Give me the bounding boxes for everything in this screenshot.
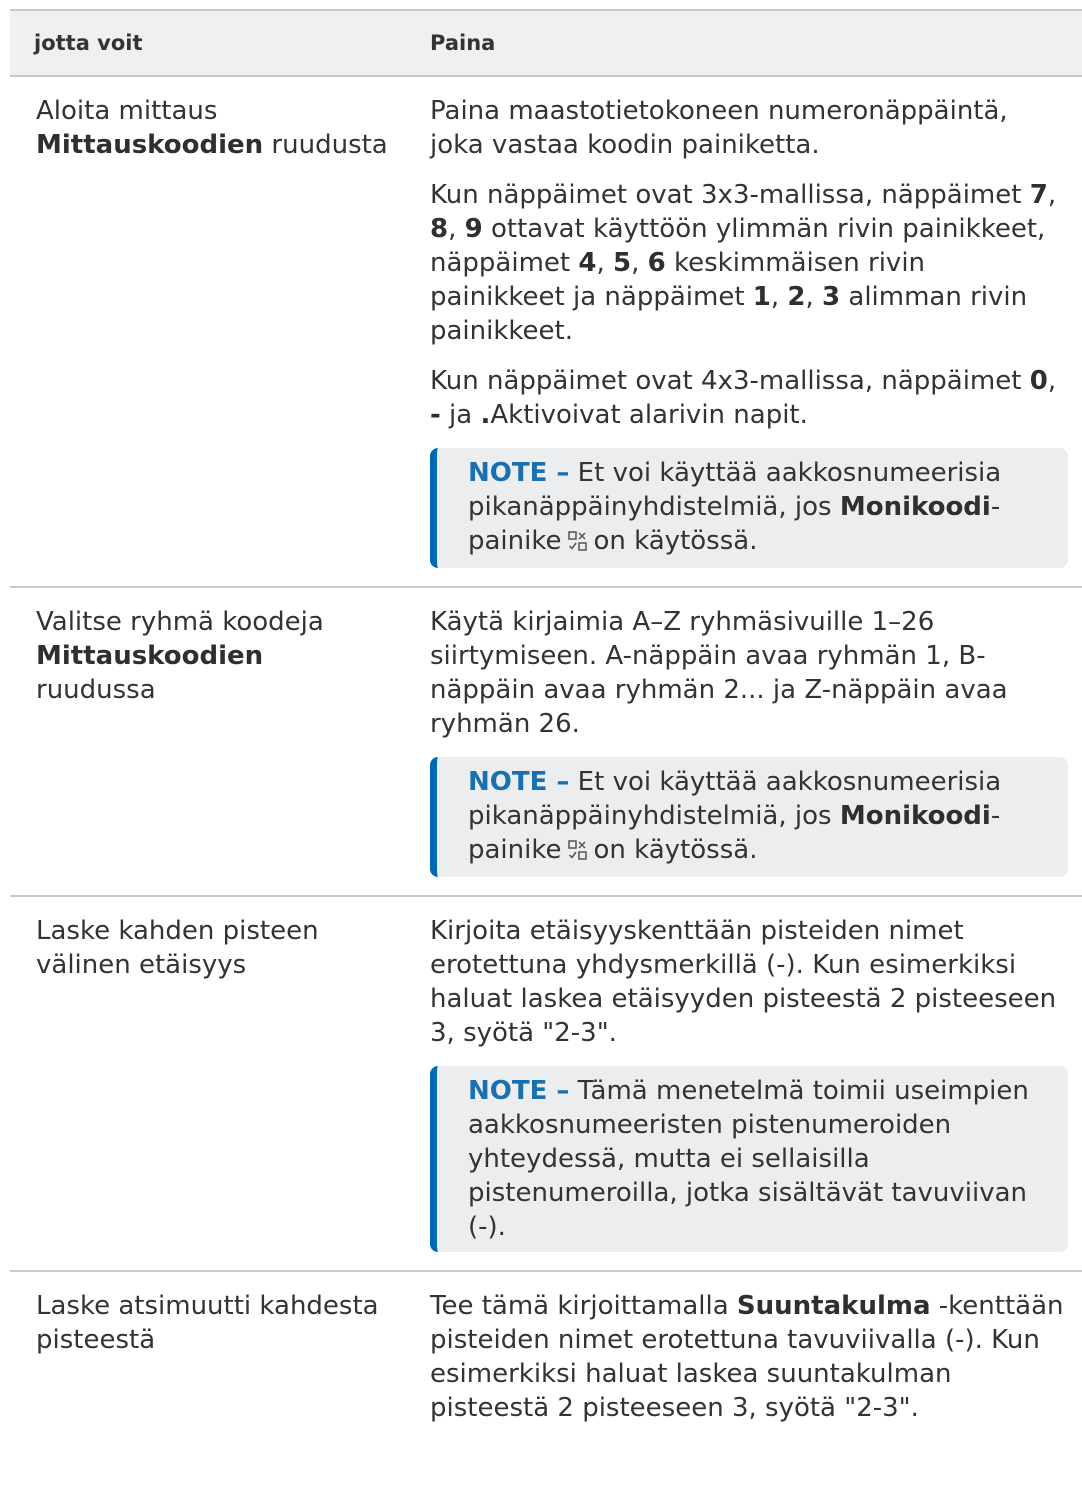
task-cell bbox=[10, 1271, 410, 1437]
text-run: Aktivoivat alarivin napit. bbox=[490, 400, 808, 430]
note-box bbox=[430, 448, 1068, 568]
multicode-icon bbox=[568, 526, 588, 560]
action-paragraph: Kirjoita etäisyyskenttään pisteiden nimet erotettuna yhdysmerkillä (-). Kun esimerkiksi haluat laskea etäisyyden pisteestä 2 pisteeseen 3, syötä "2-3". bbox=[430, 916, 1057, 1048]
action-paragraph bbox=[430, 364, 1068, 432]
key-label: 5 bbox=[612, 248, 632, 278]
key-label: 9 bbox=[464, 214, 483, 244]
field-name: Suuntakulma bbox=[736, 1291, 931, 1321]
action-cell bbox=[410, 587, 1082, 896]
table-row bbox=[10, 76, 1082, 587]
note-text: Tämä menetelmä toimii useimpien aakkosnumeeristen pistenumeroiden yhteydessä, mutta ei sellaisilla pistenumeroilla, jotka sisältävät tavuviivan (-). bbox=[468, 1076, 1029, 1242]
text-run: ja bbox=[440, 400, 481, 430]
key-label: 7 bbox=[1029, 180, 1048, 210]
table-header-row bbox=[10, 10, 1082, 76]
key-label: . bbox=[480, 400, 491, 430]
key-label: 8 bbox=[430, 214, 449, 244]
task-bold-term: Mittauskoodien bbox=[36, 641, 264, 671]
text-run: alimman rivin painikkeet. bbox=[430, 282, 1028, 346]
key-label: 1 bbox=[752, 282, 771, 312]
table-row bbox=[10, 587, 1082, 896]
note-label: NOTE – bbox=[468, 767, 570, 797]
note-text: -painike bbox=[468, 801, 1001, 865]
multicode-icon bbox=[568, 835, 588, 869]
key-label: 3 bbox=[822, 282, 841, 312]
task-cell bbox=[10, 587, 410, 896]
note-text: -painike bbox=[468, 492, 1001, 556]
key-label: 4 bbox=[578, 248, 597, 278]
text-run: ottavat käyttöön ylimmän rivin painikkeet, näppäimet bbox=[430, 214, 1046, 278]
text-run: Kun näppäimet ovat 4x3-mallissa, näppäimet bbox=[430, 366, 1030, 396]
task-text: ruudusta bbox=[263, 130, 388, 160]
task-text: Aloita mittaus bbox=[36, 96, 218, 126]
text-run: keskimmäisen rivin painikkeet ja näppäimet bbox=[430, 248, 926, 312]
task-cell bbox=[10, 896, 410, 1271]
text-run: , bbox=[1047, 366, 1057, 396]
key-label: 6 bbox=[647, 248, 666, 278]
text-run: , bbox=[631, 248, 648, 278]
action-paragraph: Paina maastotietokoneen numeronäppäintä, joka vastaa koodin painiketta. bbox=[430, 96, 1008, 160]
task-text: ruudussa bbox=[36, 675, 156, 705]
action-cell bbox=[410, 1271, 1082, 1437]
text-run: , bbox=[770, 282, 788, 312]
note-box bbox=[430, 1066, 1068, 1252]
note-text: on käytössä. bbox=[593, 835, 758, 865]
key-label: 0 bbox=[1029, 366, 1048, 396]
text-run: Kun näppäimet ovat 3x3-mallissa, näppäimet bbox=[430, 180, 1030, 210]
task-text: Laske atsimuutti kahdesta pisteestä bbox=[36, 1291, 379, 1355]
note-label: NOTE – bbox=[468, 1076, 570, 1106]
text-run: , bbox=[448, 214, 465, 244]
task-text: Laske kahden pisteen välinen etäisyys bbox=[36, 916, 319, 980]
action-paragraph bbox=[430, 178, 1068, 348]
shortcut-table bbox=[10, 9, 1082, 1437]
note-text: Et voi käyttää aakkosnumeerisia pikanäppäinyhdistelmiä, jos bbox=[468, 458, 1002, 522]
task-bold-term: Mittauskoodien bbox=[36, 130, 264, 160]
key-label: 2 bbox=[787, 282, 806, 312]
note-box bbox=[430, 757, 1068, 877]
text-run: -kenttään pisteiden nimet erotettuna tavuviivalla (-). Kun esimerkiksi haluat laskea suuntakulman pisteestä 2 pisteeseen 3, syötä "2-3". bbox=[430, 1291, 1064, 1423]
table-row bbox=[10, 896, 1082, 1271]
action-cell bbox=[410, 896, 1082, 1271]
column-header-task: jotta voit bbox=[34, 31, 143, 55]
note-bold-term: Monikoodi bbox=[839, 801, 991, 831]
task-text: Valitse ryhmä koodeja bbox=[36, 607, 324, 637]
task-cell bbox=[10, 76, 410, 587]
action-paragraph: Käytä kirjaimia A–Z ryhmäsivuille 1–26 siirtymiseen. A-näppäin avaa ryhmän 1, B-näppäin avaa ryhmän 2... ja Z-näppäin avaa ryhmän 26. bbox=[430, 607, 1008, 739]
key-label: - bbox=[430, 400, 441, 430]
table-row bbox=[10, 1271, 1082, 1437]
action-paragraph bbox=[430, 1289, 1068, 1425]
text-run: , bbox=[1047, 180, 1057, 210]
note-text: Et voi käyttää aakkosnumeerisia pikanäppäinyhdistelmiä, jos bbox=[468, 767, 1002, 831]
note-bold-term: Monikoodi bbox=[839, 492, 991, 522]
text-run: Tee tämä kirjoittamalla bbox=[430, 1291, 737, 1321]
text-run: , bbox=[805, 282, 823, 312]
text-run: , bbox=[596, 248, 613, 278]
column-header-action: Paina bbox=[430, 31, 496, 55]
note-label: NOTE – bbox=[468, 458, 570, 488]
note-text: on käytössä. bbox=[593, 526, 758, 556]
action-cell bbox=[410, 76, 1082, 587]
